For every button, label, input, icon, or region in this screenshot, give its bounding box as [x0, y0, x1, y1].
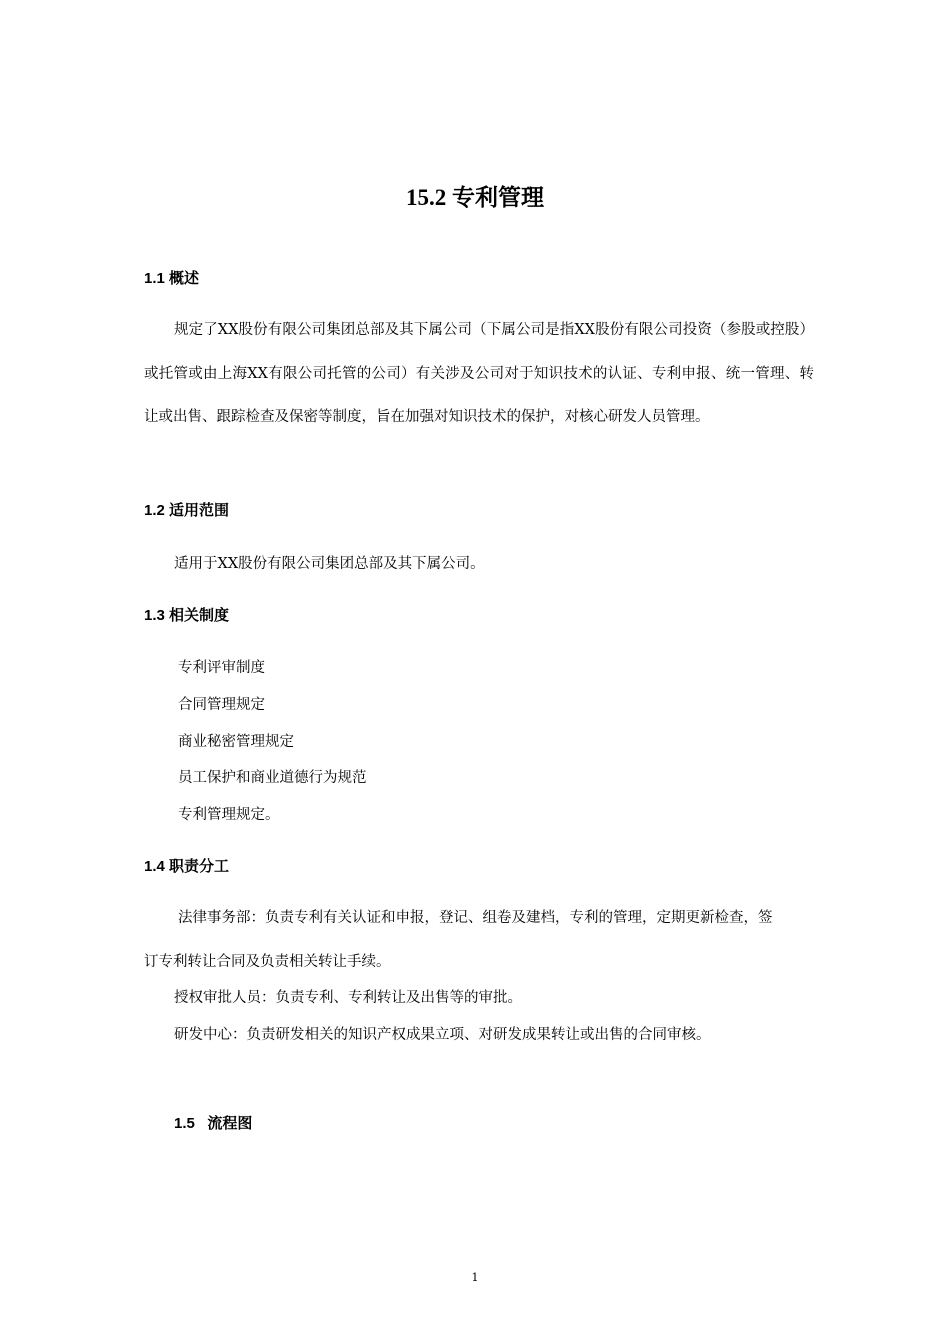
responsibility-legal-line2: 订专利转让合同及负责相关转让手续。 [144, 954, 391, 970]
section-heading-scope: 1.2 适用范围 [144, 502, 230, 519]
overview-paragraph: 规定了XX股份有限公司集团总部及其下属公司（下属公司是指XX股份有限公司投资（参股或控股）或托管或由上海XX有限公司托管的公司）有关涉及公司对于知识技术的认证、专利申报、统一管理、转让或出售、跟踪检查及保密等制度，旨在加强对知识技术的保护，对核心研发人员管理。 [144, 322, 814, 425]
responsibility-legal-line1: 法律事务部：负责专利有关认证和申报，登记、组卷及建档，专利的管理，定期更新检查，签 [178, 910, 773, 926]
related-rule-item: 专利评审制度 [178, 660, 265, 676]
related-rule-item: 员工保护和商业道德行为规范 [178, 770, 367, 786]
related-rule-item: 商业秘密管理规定 [178, 734, 294, 750]
related-rule-item: 合同管理规定 [178, 697, 265, 713]
page-number: 1 [471, 1271, 479, 1284]
responsibility-approver: 授权审批人员：负责专利、专利转让及出售等的审批。 [174, 990, 522, 1006]
related-rule-item: 专利管理规定。 [178, 807, 280, 823]
document-title: 15.2 专利管理 [406, 185, 544, 210]
section-heading-flowchart: 1.5 流程图 [174, 1115, 253, 1132]
scope-paragraph: 适用于XX股份有限公司集团总部及其下属公司。 [174, 556, 485, 572]
section-heading-responsibilities: 1.4 职责分工 [144, 858, 230, 875]
section-heading-overview: 1.1 概述 [144, 270, 200, 287]
section-heading-related-rules: 1.3 相关制度 [144, 607, 230, 624]
responsibility-rnd: 研发中心：负责研发相关的知识产权成果立项、对研发成果转让或出售的合同审核。 [174, 1027, 711, 1043]
